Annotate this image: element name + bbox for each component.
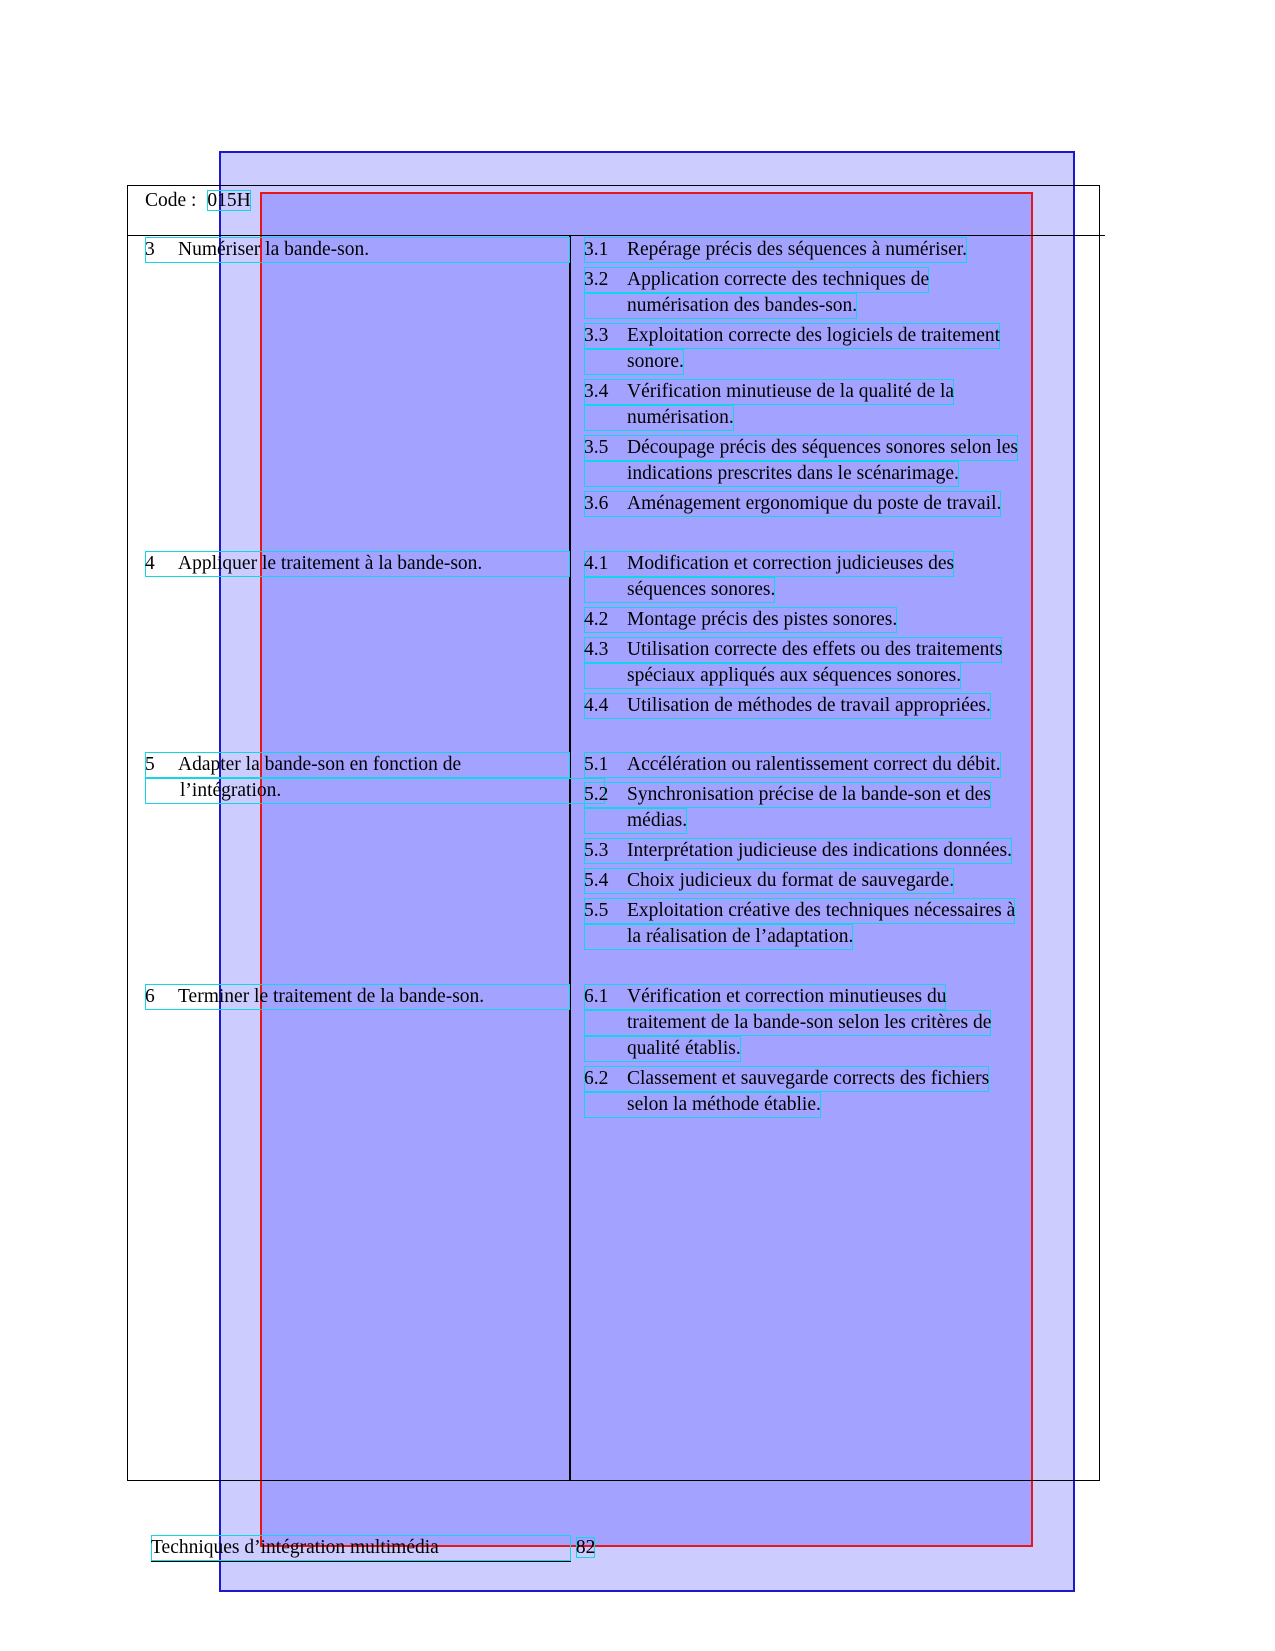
criterion-number: 3.6: [584, 493, 609, 514]
criterion-number: 5.1: [584, 754, 609, 775]
criterion-item: [584, 607, 1084, 633]
criterion-item: [584, 237, 1084, 263]
criterion-number: 4.4: [584, 695, 609, 716]
criterion-item: [584, 491, 1084, 517]
criterion-number: 3.1: [584, 239, 609, 260]
criterion-text: indications prescrites dans le scénarimage.: [627, 463, 959, 484]
criterion-number: 5.3: [584, 840, 609, 861]
criterion-text: Aménagement ergonomique du poste de travail.: [627, 493, 1002, 514]
criterion-number: 6.1: [584, 986, 609, 1007]
element-line: [145, 752, 570, 778]
element-number: 5: [145, 754, 155, 775]
element-line: [145, 984, 570, 1010]
criterion-item: [584, 551, 1084, 603]
criterion-text: selon la méthode établie.: [627, 1094, 821, 1115]
criterion-text: traitement de la bande-son selon les critères de: [627, 1012, 992, 1033]
criterion-number: 3.5: [584, 437, 609, 458]
criterion-text: Application correcte des techniques de: [627, 269, 930, 290]
criteria-list: [584, 237, 1084, 521]
criterion-line: [584, 491, 1001, 517]
criterion-line: [584, 898, 1015, 924]
criterion-line: [584, 1066, 989, 1092]
criterion-number: 3.4: [584, 381, 609, 402]
criterion-item: [584, 838, 1084, 864]
criterion-line: [584, 693, 991, 719]
criterion-text: la réalisation de l’adaptation.: [627, 926, 854, 947]
criterion-line-continued: [584, 924, 853, 950]
criterion-line: [584, 984, 946, 1010]
criterion-item: [584, 1066, 1084, 1118]
criterion-line-continued: [584, 293, 857, 319]
criterion-item: [584, 323, 1084, 375]
element-number: 6: [145, 986, 155, 1007]
criterion-number: 4.1: [584, 553, 609, 574]
criterion-line: [584, 435, 1018, 461]
criterion-item: [584, 898, 1084, 950]
criterion-text: Modification et correction judicieuses des: [627, 553, 955, 574]
criterion-text: Vérification minutieuse de la qualité de la: [627, 381, 955, 402]
criterion-line: [584, 637, 1002, 663]
criterion-text: Vérification et correction minutieuses du: [627, 986, 947, 1007]
criterion-text: Choix judicieux du format de sauvegarde.: [627, 870, 955, 891]
criterion-text: Interprétation judicieuse des indications données.: [627, 840, 1013, 861]
criterion-text: Découpage précis des séquences sonores selon les: [627, 437, 1018, 458]
criterion-number: 4.2: [584, 609, 609, 630]
code-value: 015H: [207, 190, 251, 211]
page-footer: [151, 1535, 595, 1562]
criterion-line-continued: [584, 663, 961, 689]
criteria-list: [584, 984, 1084, 1122]
criterion-item: [584, 868, 1084, 894]
criterion-line: [584, 782, 991, 808]
footer-program: Techniques d’intégration multimédia: [151, 1535, 571, 1562]
header-divider: [127, 235, 1105, 236]
criterion-line-continued: [584, 405, 734, 431]
criterion-text: Synchronisation précise de la bande-son et des: [627, 784, 991, 805]
criterion-line-continued: [584, 577, 775, 603]
criterion-item: [584, 435, 1084, 487]
element-text: l’intégration.: [180, 780, 282, 801]
criterion-text: spéciaux appliqués aux séquences sonores.: [627, 665, 962, 686]
criterion-text: Classement et sauvegarde corrects des fichiers: [627, 1068, 990, 1089]
criterion-text: Utilisation correcte des effets ou des traitements: [627, 639, 1003, 660]
criterion-text: Exploitation correcte des logiciels de traitement: [627, 325, 1001, 346]
criterion-text: Utilisation de méthodes de travail appropriées.: [627, 695, 991, 716]
criterion-text: Repérage précis des séquences à numériser.: [627, 239, 968, 260]
criteria-list: [584, 752, 1084, 954]
criterion-text: numérisation.: [627, 407, 734, 428]
criterion-item: [584, 637, 1084, 689]
criterion-line: [584, 607, 897, 633]
criterion-line-continued: [584, 349, 684, 375]
criterion-line: [584, 323, 1000, 349]
competency-element: [145, 984, 570, 1010]
criterion-line: [584, 551, 954, 577]
criterion-text: Montage précis des pistes sonores.: [627, 609, 898, 630]
criterion-text: Accélération ou ralentissement correct du débit.: [627, 754, 1001, 775]
element-text: Appliquer le traitement à la bande-son.: [178, 553, 483, 574]
element-line: [145, 237, 570, 263]
criteria-list: [584, 551, 1084, 723]
criterion-item: [584, 782, 1084, 834]
criterion-line: [584, 267, 929, 293]
element-text: Terminer le traitement de la bande-son.: [178, 986, 485, 1007]
competency-element: [145, 551, 570, 577]
criterion-item: [584, 693, 1084, 719]
column-divider: [569, 235, 571, 1480]
criterion-item: [584, 752, 1084, 778]
element-number: 3: [145, 239, 155, 260]
element-number: 4: [145, 553, 155, 574]
criterion-number: 5.5: [584, 900, 609, 921]
criterion-line-continued: [584, 461, 959, 487]
code-label: Code :: [145, 190, 197, 211]
criterion-line: [584, 379, 954, 405]
criterion-line-continued: [584, 1092, 821, 1118]
criterion-item: [584, 379, 1084, 431]
footer-page-number: 82: [575, 1537, 596, 1558]
criterion-number: 4.3: [584, 639, 609, 660]
criterion-line: [584, 752, 1001, 778]
element-text: Adapter la bande-son en fonction de: [178, 754, 462, 775]
criterion-text: médias.: [627, 810, 688, 831]
criterion-text: sonore.: [627, 351, 684, 372]
element-line-continued: [145, 778, 605, 804]
criterion-line-continued: [584, 1036, 741, 1062]
criterion-line: [584, 868, 954, 894]
competency-element: [145, 237, 570, 263]
criterion-text: numérisation des bandes-son.: [627, 295, 858, 316]
criterion-text: Exploitation créative des techniques nécessaires à: [627, 900, 1016, 921]
criterion-line-continued: [584, 808, 687, 834]
criterion-text: qualité établis.: [627, 1038, 741, 1059]
criterion-number: 5.2: [584, 784, 609, 805]
criterion-number: 6.2: [584, 1068, 609, 1089]
element-text: Numériser la bande-son.: [178, 239, 370, 260]
criterion-number: 5.4: [584, 870, 609, 891]
criterion-line: [584, 838, 1012, 864]
criterion-number: 3.3: [584, 325, 609, 346]
criterion-line-continued: [584, 1010, 991, 1036]
criterion-item: [584, 267, 1084, 319]
element-line: [145, 551, 570, 577]
criterion-number: 3.2: [584, 269, 609, 290]
criterion-line: [584, 237, 967, 263]
criterion-item: [584, 984, 1084, 1062]
code-line: [145, 188, 251, 214]
criterion-text: séquences sonores.: [627, 579, 776, 600]
competency-element: [145, 752, 570, 804]
